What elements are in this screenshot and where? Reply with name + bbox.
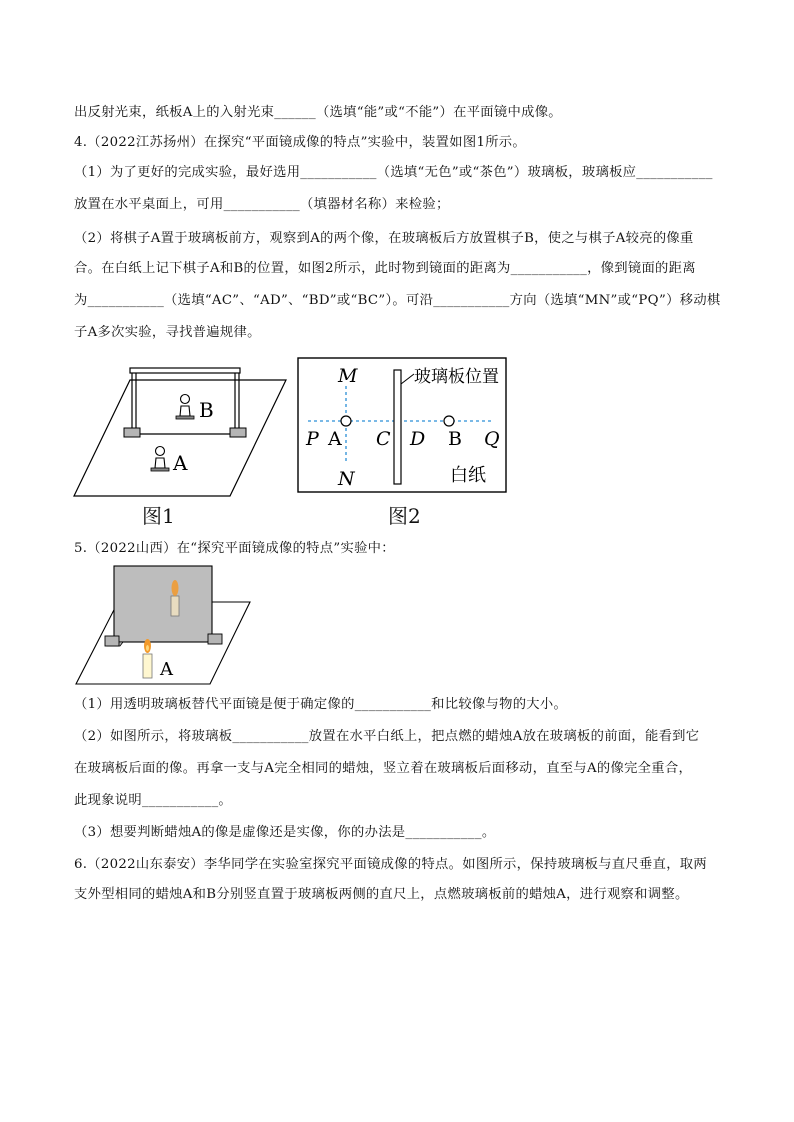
fig2-label-b: B: [448, 428, 462, 450]
text-line-9: 5.（2022山西）在“探究平面镜成像的特点”实验中：: [74, 541, 395, 556]
figure-1-drawing: [70, 360, 290, 500]
figure-2-drawing: [296, 356, 508, 496]
base-left-block: [105, 636, 119, 646]
fig2-label-p: P: [306, 428, 319, 450]
text-line-6: 合。在白纸上记下棋子A和B的位置，如图2所示，此时物到镜面的距离为___________，像到镜面的距离: [74, 261, 696, 276]
fig2-label-n: N: [338, 468, 355, 490]
fig1-label-a: A: [173, 451, 188, 475]
fig2-label-c: C: [376, 428, 391, 450]
point-a-circle: [341, 416, 351, 426]
point-b-circle: [444, 416, 454, 426]
fig2-label-a: A: [328, 428, 342, 450]
figure-1-caption: 图1: [142, 504, 175, 528]
text-line-7: 为___________（选填“AC”、“AD”、“BD”或“BC”）。可沿___________方向（选填“MN”或“PQ”）移动棋: [74, 293, 721, 308]
fig2-label-d: D: [410, 428, 426, 450]
text-line-10: （1）用透明玻璃板替代平面镜是便于确定像的___________和比较像与物的大小。: [74, 697, 568, 712]
fig1-label-b: B: [199, 398, 214, 422]
figure-1: [70, 360, 290, 530]
text-line-5: （2）将棋子A置于玻璃板前方，观察到A的两个像，在玻璃板后方放置棋子B，使之与棋子A较亮的像重: [74, 231, 694, 246]
text-line-11: （2）如图所示，将玻璃板___________放置在水平白纸上，把点燃的蜡烛A放在玻璃板的前面，能看到它: [74, 729, 700, 744]
text-line-14: （3）想要判断蜡烛A的像是虚像还是实像，你的办法是___________。: [74, 825, 496, 840]
glass-position-label: 玻璃板位置: [414, 367, 499, 387]
fig2-label-q: Q: [484, 428, 500, 450]
chess-piece-a: [151, 447, 169, 472]
text-line-13: 此现象说明___________。: [74, 793, 233, 808]
text-line-1: 出反射光束，纸板A上的入射光束______（选填“能”或“不能”）在平面镜中成像。: [74, 105, 562, 120]
figure-2-caption: 图2: [388, 504, 421, 528]
frame-top: [130, 368, 240, 373]
fig2-label-m: M: [338, 365, 358, 387]
text-line-4: 放置在水平桌面上，可用___________（填器材名称）来检验；: [74, 197, 450, 212]
text-line-2: 4.（2022江苏扬州）在探究“平面镜成像的特点”实验中，装置如图1所示。: [74, 135, 526, 150]
base-right: [230, 428, 246, 437]
text-line-3: （1）为了更好的完成实验，最好选用___________（选填“无色”或“茶色”）玻璃板，玻璃板应___________: [74, 165, 713, 180]
table-surface: [74, 380, 286, 496]
text-line-12: 在玻璃板后面的像。再拿一支与A完全相同的蜡烛，竖立着在玻璃板后面移动，直至与A的像完全重合，: [74, 761, 693, 776]
candle-a: [143, 639, 152, 678]
base-right-block: [208, 634, 222, 644]
chess-piece-b: [176, 395, 194, 420]
figure-3: [74, 562, 254, 686]
candle-image-b: [171, 580, 179, 616]
text-line-8: 子A多次实验，寻找普遍规律。: [74, 325, 261, 340]
figure-3-drawing: [74, 562, 254, 686]
text-line-16: 支外型相同的蜡烛A和B分别竖直置于玻璃板两侧的直尺上，点燃玻璃板前的蜡烛A，进行观察和调整。: [74, 887, 689, 902]
glass-plate: [394, 370, 401, 484]
text-line-15: 6.（2022山东泰安）李华同学在实验室探究平面镜成像的特点。如图所示，保持玻璃板与直尺垂直，取两: [74, 857, 707, 872]
figure-2: [296, 356, 508, 530]
base-left: [124, 428, 140, 437]
white-paper-label: 白纸: [450, 465, 486, 486]
glass-plate: [114, 566, 212, 642]
fig3-label-a: A: [160, 659, 173, 680]
